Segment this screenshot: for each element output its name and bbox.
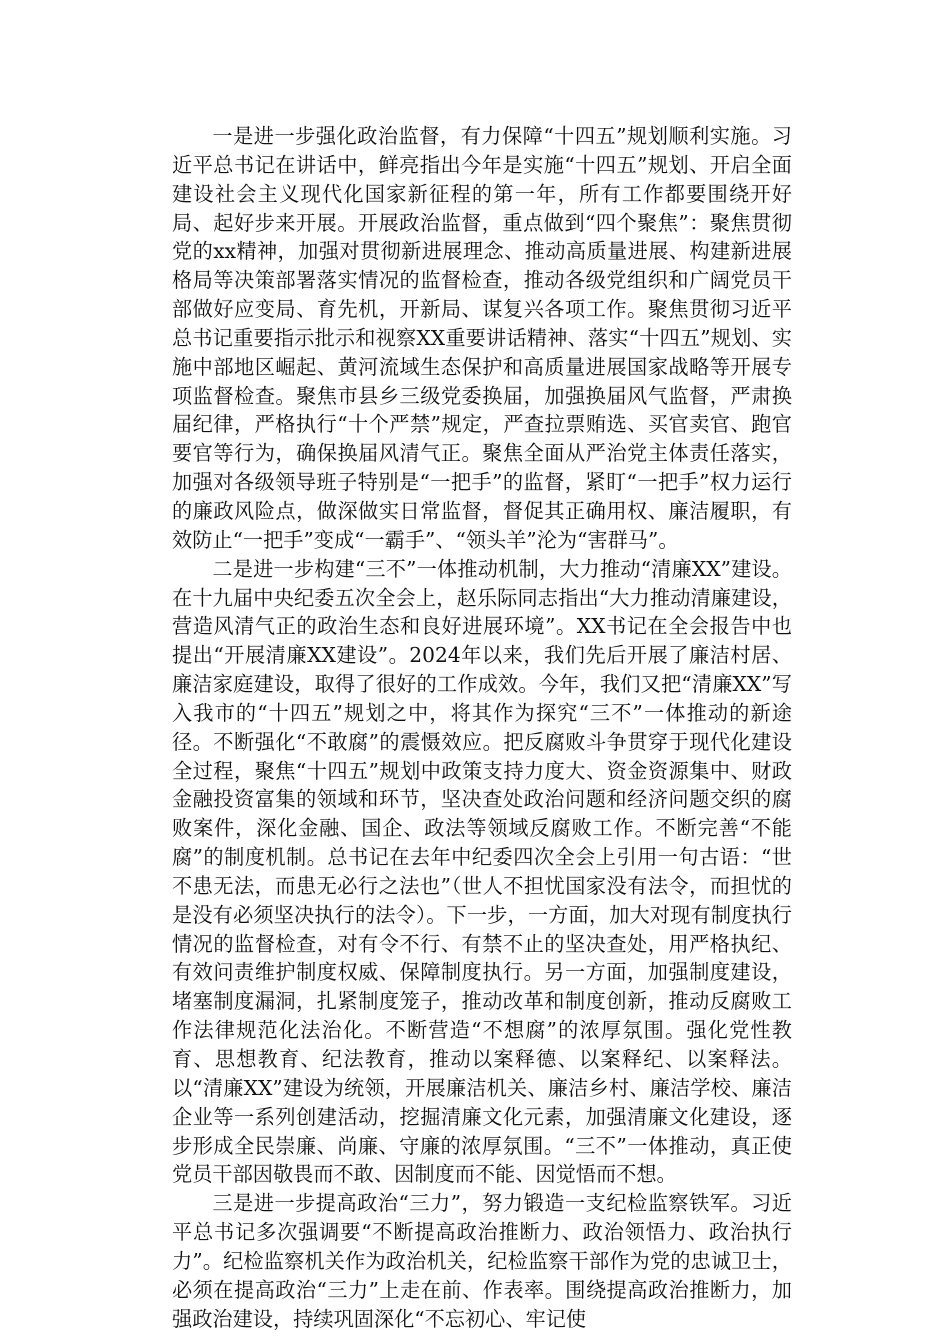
- document-body: [172, 122, 792, 1333]
- paragraph-1: 一是进一步强化政治监督，有力保障“十四五”规划顺利实施。习近平总书记在讲话中，鲜亮指出今年是实施“十四五”规划、开启全面建设社会主义现代化国家新征程的第一年，所有工作都要围绕开好局、起好步来开展。开展政治监督，重点做到“四个聚焦”：聚焦贯彻党的xx精神，加强对贯彻新进展理念、推动高质量进展、构建新进展格局等决策部署落实情况的监督检查，推动各级党组织和广阔党员干部做好应变局、育先机，开新局、谋复兴各项工作。聚焦贯彻习近平总书记重要指示批示和视察XX重要讲话精神、落实“十四五”规划、实施中部地区崛起、黄河流域生态保护和高质量进展国家战略等开展专项监督检查。聚焦市县乡三级党委换届，加强换届风气监督，严肃换届纪律，严格执行“十个严禁”规定，严查拉票贿选、买官卖官、跑官要官等行为，确保换届风清气正。聚焦全面从严治党主体责任落实，加强对各级领导班子特别是“一把手”的监督，紧盯“一把手”权力运行的廉政风险点，做深做实日常监督，督促其正确用权、廉洁履职，有效防止“一把手”变成“一霸手”、“领头羊”沦为“害群马”。: [172, 124, 792, 552]
- paragraph-2: 二是进一步构建“三不”一体推动机制，大力推动“清廉XX”建设。在十九届中央纪委五次全会上，赵乐际同志指出“大力推动清廉建设，营造风清气正的政治生态和良好进展环境”。XX书记在全会报告中也提出“开展清廉XX建设”。2024年以来，我们先后开展了廉洁村居、廉洁家庭建设，取得了很好的工作成效。今年，我们又把“清廉XX”写入我市的“十四五”规划之中，将其作为探究“三不”一体推动的新途径。不断强化“不敢腐”的震慑效应。把反腐败斗争贯穿于现代化建设全过程，聚焦“十四五”规划中政策支持力度大、资金资源集中、财政金融投资富集的领域和环节，坚决查处政治问题和经济问题交织的腐败案件，深化金融、国企、政法等领域反腐败工作。不断完善“不能腐”的制度机制。总书记在去年中纪委四次全会上引用一句古语：“世不患无法，而患无必行之法也”（世人不担忧国家没有法令，而担忧的是没有必须坚决执行的法令）。下一步，一方面，加大对现有制度执行情况的监督检查，对有令不行、有禁不止的坚决查处，用严格执纪、有效问责维护制度权威、保障制度执行。另一方面，加强制度建设，堵塞制度漏洞，扎紧制度笼子，推动改革和制度创新，推动反腐败工作法律规范化法治化。不断营造“不想腐”的浓厚氛围。强化党性教育、思想教育、纪法教育，推动以案释德、以案释纪、以案释法。以“清廉XX”建设为统领，开展廉洁机关、廉洁乡村、廉洁学校、廉洁企业等一系列创建活动，挖掘清廉文化元素，加强清廉文化建设，逐步形成全民崇廉、尚廉、守廉的浓厚氛围。“三不”一体推动，真正使党员干部因敬畏而不敢、因制度而不能、因觉悟而不想。: [172, 556, 792, 1187]
- paragraph-3: 三是进一步提高政治“三力”，努力锻造一支纪检监察铁军。习近平总书记多次强调要“不断提高政治推断力、政治领悟力、政治执行力”。纪检监察机关作为政治机关，纪检监察干部作为党的忠诚卫士，必须在提高政治“三力”上走在前、作表率。围绕提高政治推断力，加强政治建设，持续巩固深化“不忘初心、牢记使: [172, 1191, 792, 1331]
